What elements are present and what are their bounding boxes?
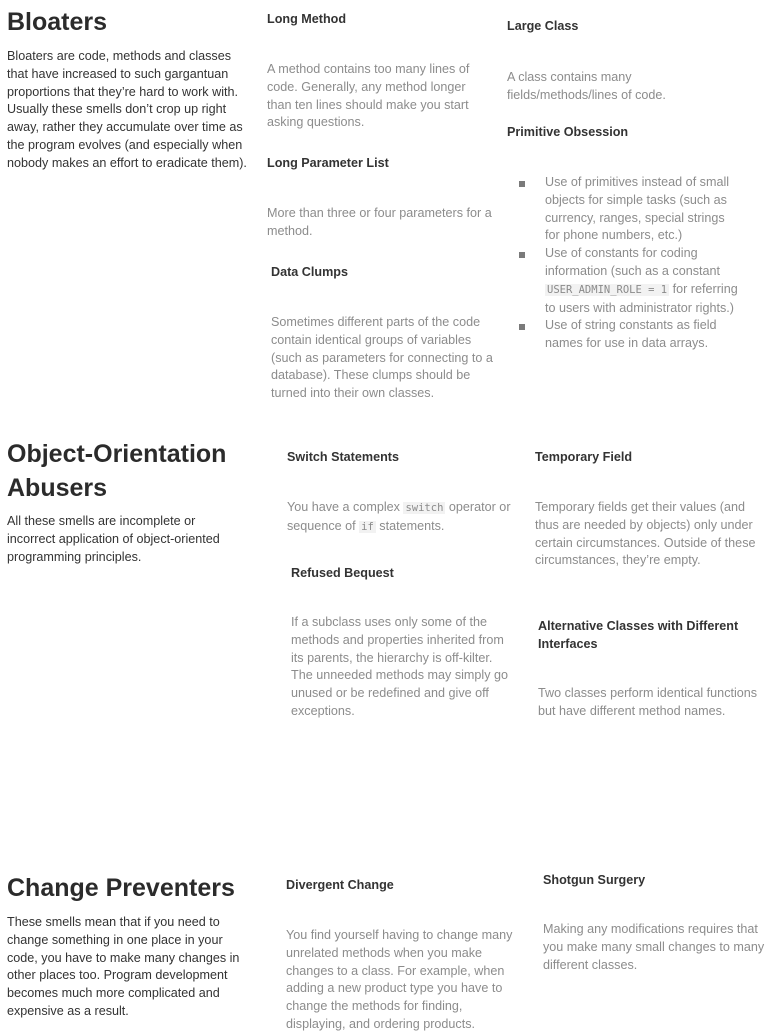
oo-abusers-heading (7, 437, 226, 505)
list-item-text: Use of constants for coding information (such as a constant (545, 246, 721, 278)
large-class-desc: A class contains many fields/methods/lines of code. (507, 70, 666, 102)
shotgun-surgery-title: Shotgun Surgery (543, 873, 646, 887)
change-preventers-intro: These smells mean that if you need to change something in one place in your code, you have to make many changes in other places too. Program development becomes much more complicated and expensive as a result. (7, 915, 240, 1018)
heading-line: Object-Orientation (7, 440, 227, 468)
data-clumps-title: Data Clumps (271, 265, 348, 279)
list-item (507, 174, 739, 245)
long-parameter-list-title: Long Parameter List (267, 156, 389, 170)
switch-statements-title: Switch Statements (287, 450, 399, 464)
change-preventers-heading: Change Preventers (7, 874, 235, 902)
large-class-title: Large Class (507, 19, 579, 33)
desc-text: statements. (375, 518, 445, 533)
bullet-icon (519, 181, 525, 187)
shotgun-surgery-desc: Making any modifications requires that you make many small changes to many different classes. (543, 922, 765, 972)
bullet-icon (519, 324, 525, 330)
bloaters-intro: Bloaters are code, methods and classes that have increased to such gargantuan proportions that they’re hard to work with. Usually these smells don’t crop up right away, rather they accumulate over time as the program evolves (and especially when nobody makes an effort to eradicate them). (7, 49, 247, 170)
list-item-text: Use of string constants as field names for use in data arrays. (545, 318, 717, 351)
long-parameter-list-desc: More than three or four parameters for a method. (267, 206, 492, 238)
inline-code: switch (405, 502, 444, 514)
list-item-text: for referring to users with administrator rights.) (545, 281, 738, 315)
divergent-change-desc: You find yourself having to change many unrelated methods when you make changes to a class. For example, when adding a new product type you have to change the methods for finding, displaying, and ordering products. (286, 928, 513, 1031)
long-method-desc: A method contains too many lines of code. Generally, any method longer than ten lines should make you start asking questions. (267, 62, 470, 130)
desc-text: You have a complex (287, 500, 404, 514)
refused-bequest-title: Refused Bequest (291, 566, 394, 580)
temporary-field-title: Temporary Field (535, 450, 633, 464)
heading-line: Abusers (7, 474, 108, 502)
alternative-classes-desc: Two classes perform identical functions but have different method names. (538, 686, 758, 718)
divergent-change-title: Divergent Change (286, 878, 394, 892)
bullet-icon (519, 252, 525, 258)
switch-statements-desc (287, 499, 512, 537)
list-item-text: Use of primitives instead of small objects for simple tasks (such as currency, ranges, special strings for phone numbers, etc.) (545, 175, 730, 243)
oo-abusers-intro: All these smells are incomplete or incorrect application of object-oriented programming principles. (7, 514, 220, 564)
list-item (507, 245, 739, 317)
primitive-obsession-title: Primitive Obsession (507, 125, 629, 139)
data-clumps-desc: Sometimes different parts of the code contain identical groups of variables (such as parameters for connecting to a database). These clumps should be turned into their own classes. (271, 315, 493, 401)
long-method-title: Long Method (267, 12, 347, 26)
refused-bequest-desc: If a subclass uses only some of the methods and properties inherited from its parents, the hierarchy is off-kilter. The unneeded methods may simply go unused or be redefined and give off exceptions. (291, 615, 509, 718)
list-item (507, 317, 739, 353)
desc-text: operator or sequence of (287, 500, 511, 533)
temporary-field-desc: Temporary fields get their values (and thus are needed by objects) only under certain circumstances. Outside of these circumstances, they’re empty. (535, 500, 756, 568)
bloaters-heading: Bloaters (7, 8, 108, 36)
inline-code: USER_ADMIN_ROLE = 1 (547, 283, 668, 296)
inline-code: if (361, 520, 374, 533)
primitive-obsession-list (507, 174, 739, 353)
alternative-classes-title: Alternative Classes with Different Interfaces (538, 619, 739, 651)
